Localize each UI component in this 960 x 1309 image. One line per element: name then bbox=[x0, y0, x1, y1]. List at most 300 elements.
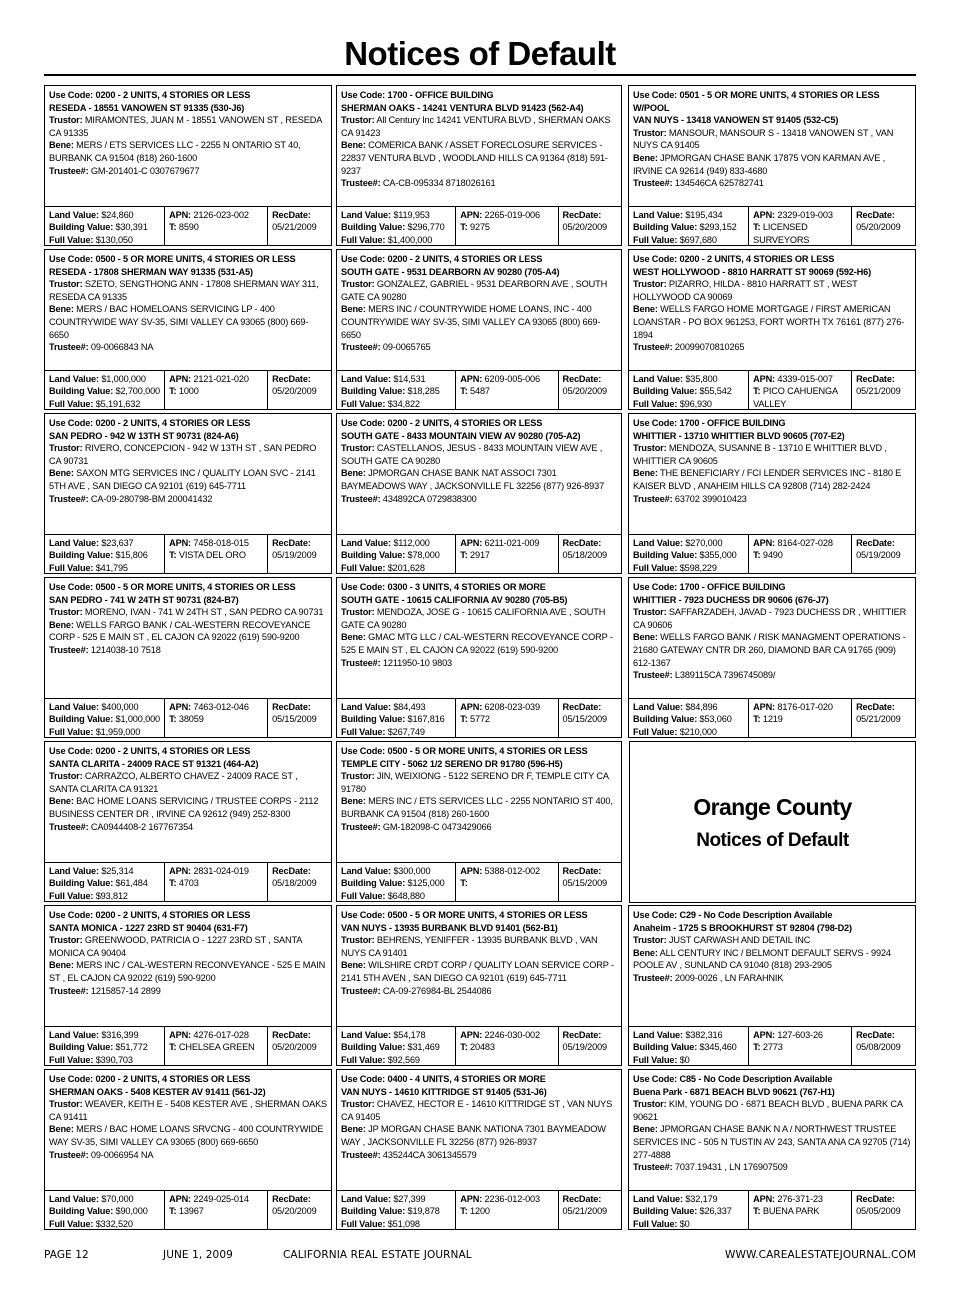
apn-line bbox=[460, 701, 554, 713]
values-column bbox=[337, 371, 456, 409]
land-value: $24,860 bbox=[98, 210, 134, 220]
trustor-label: Trustor: bbox=[49, 443, 83, 454]
trustor-value: JUST CARWASH AND DETAIL INC bbox=[666, 935, 811, 946]
land-value-label: Land Value: bbox=[633, 210, 683, 220]
trustee-label: Trustee#: bbox=[49, 165, 89, 176]
notice-details bbox=[45, 86, 331, 177]
recdate-column bbox=[559, 371, 621, 409]
tract-value: 4703 bbox=[176, 878, 199, 889]
tract-line bbox=[753, 385, 848, 410]
recdate-value: 05/18/2009 bbox=[562, 550, 607, 561]
trustor-line bbox=[341, 278, 618, 303]
building-value: $19,878 bbox=[405, 1206, 440, 1217]
notice-details bbox=[629, 414, 915, 505]
notice-card bbox=[628, 85, 916, 246]
recdate-label: RecDate: bbox=[272, 1030, 311, 1040]
land-value-line bbox=[49, 701, 161, 713]
bene-value: SAXON MTG SERVICES INC / QUALITY LOAN SVC - 2141 5TH AVE , SAN DIEGO CA 92101 (619) 645-7711 bbox=[49, 468, 316, 491]
recdate-label: RecDate: bbox=[562, 702, 602, 712]
recdate-label: RecDate: bbox=[272, 538, 311, 548]
full-value: $267,749 bbox=[385, 726, 425, 737]
notice-values bbox=[337, 370, 621, 409]
trustee-label: Trustee#: bbox=[633, 178, 673, 189]
bene-line bbox=[49, 303, 328, 341]
full-value-line bbox=[49, 234, 161, 246]
use-code: Use Code: 0200 - 2 UNITS, 4 STORIES OR LESS bbox=[633, 254, 835, 264]
apn-value: 8176-017-020 bbox=[774, 702, 833, 712]
tract-line bbox=[169, 1205, 264, 1217]
notice-card bbox=[44, 741, 332, 902]
tract-value: VISTA DEL ORO bbox=[176, 550, 246, 561]
trustee-label: Trustee#: bbox=[633, 342, 673, 353]
bene-line bbox=[341, 1123, 618, 1148]
property-address: TEMPLE CITY - 5062 1/2 SERENO DR 91780 (596-H5) bbox=[341, 758, 563, 769]
apn-label: APN: bbox=[460, 866, 483, 876]
recdate-value: 05/21/2009 bbox=[562, 1206, 607, 1217]
values-column bbox=[45, 371, 165, 409]
notice-values bbox=[337, 206, 621, 245]
recdate-label: RecDate: bbox=[856, 374, 895, 384]
land-value-line bbox=[49, 209, 161, 221]
trustee-value: 09-0066843 NA bbox=[88, 342, 154, 353]
tract-value: 2917 bbox=[467, 550, 490, 561]
apn-line bbox=[753, 1029, 848, 1041]
full-value-line bbox=[341, 1054, 452, 1066]
property-address: SAN PEDRO - 741 W 24TH ST 90731 (824-B7) bbox=[49, 594, 239, 605]
bene-line bbox=[49, 959, 328, 984]
use-code: Use Code: 0500 - 5 OR MORE UNITS, 4 STORIES OR LESS bbox=[341, 746, 588, 756]
bene-line bbox=[49, 467, 328, 492]
land-value-line bbox=[633, 537, 745, 549]
land-value: $382,316 bbox=[682, 1030, 723, 1040]
apn-column bbox=[456, 1027, 558, 1065]
footer-publication: CALIFORNIA REAL ESTATE JOURNAL bbox=[283, 1249, 472, 1261]
land-value: $112,000 bbox=[390, 538, 430, 548]
use-code: Use Code: 1700 - OFFICE BUILDING bbox=[633, 418, 786, 428]
notice-card bbox=[628, 1069, 916, 1230]
recdate-label: RecDate: bbox=[272, 374, 311, 384]
land-value-label: Land Value: bbox=[341, 866, 391, 876]
tract-line bbox=[753, 1205, 848, 1217]
full-value-label: Full Value: bbox=[633, 562, 678, 573]
bene-value: WELLS FARGO BANK / RISK MANAGMENT OPERATIONS - 21680 GATEWAY CNTR DR 260, DIAMOND BAR CA 91765 (909) 612-1367 bbox=[633, 632, 906, 668]
property-address: RESEDA - 17808 SHERMAN WAY 91335 (531-A5) bbox=[49, 266, 253, 277]
values-column bbox=[629, 535, 749, 573]
full-value-line bbox=[341, 398, 452, 410]
bene-line bbox=[341, 303, 618, 341]
recdate-column bbox=[559, 1191, 621, 1229]
land-value-label: Land Value: bbox=[633, 1030, 683, 1040]
apn-column bbox=[749, 207, 852, 245]
building-value-line bbox=[633, 549, 745, 561]
bene-value: BAC HOME LOANS SERVICING / TRUSTEE CORPS - 2112 BUSINESS CENTER DR , IRVINE CA 92612 (949) 252-8300 bbox=[49, 796, 319, 819]
trustor-line bbox=[49, 278, 328, 303]
apn-line bbox=[753, 701, 848, 713]
trustor-label: Trustor: bbox=[341, 1099, 375, 1110]
full-value: $5,191,632 bbox=[93, 398, 141, 409]
apn-label: APN: bbox=[169, 866, 191, 876]
tract-label: T: bbox=[460, 550, 468, 561]
recdate-value: 05/21/2009 bbox=[856, 386, 901, 397]
building-value-line bbox=[633, 1205, 745, 1217]
trustee-line bbox=[633, 1161, 912, 1174]
tract-label: T: bbox=[753, 386, 761, 397]
building-value-line bbox=[49, 1205, 161, 1217]
building-value-label: Building Value: bbox=[49, 714, 114, 725]
recdate-column bbox=[268, 535, 331, 573]
recdate-column bbox=[268, 1191, 331, 1229]
building-value-label: Building Value: bbox=[49, 550, 114, 561]
values-column bbox=[45, 207, 165, 245]
trustor-line bbox=[341, 934, 618, 959]
bene-label: Bene: bbox=[633, 1124, 658, 1135]
tract-line bbox=[460, 713, 554, 725]
land-value: $14,531 bbox=[390, 374, 426, 384]
full-value-label: Full Value: bbox=[633, 1218, 678, 1229]
recdate-value: 05/19/2009 bbox=[856, 550, 901, 561]
tract-value: 5772 bbox=[467, 714, 490, 725]
apn-line bbox=[460, 209, 554, 221]
trustee-label: Trustee#: bbox=[49, 644, 89, 655]
values-column bbox=[629, 207, 749, 245]
bene-label: Bene: bbox=[633, 152, 658, 163]
tract-label: T: bbox=[753, 550, 761, 561]
tract-value: 13967 bbox=[176, 1206, 204, 1217]
trustor-line bbox=[633, 934, 912, 947]
property-address: SHERMAN OAKS - 14241 VENTURA BLVD 91423 (562-A4) bbox=[341, 102, 584, 113]
land-value-label: Land Value: bbox=[49, 702, 99, 712]
building-value-line bbox=[341, 549, 452, 561]
notice-details bbox=[45, 414, 331, 505]
recdate-value: 05/20/2009 bbox=[272, 1206, 317, 1217]
tract-value: CHELSEA GREEN bbox=[176, 1042, 255, 1053]
notice-details bbox=[337, 906, 621, 997]
land-value-label: Land Value: bbox=[49, 1194, 99, 1204]
trustee-value: 1211950-10 9803 bbox=[380, 657, 453, 668]
full-value-label: Full Value: bbox=[49, 234, 94, 245]
values-column bbox=[337, 1027, 456, 1065]
use-code: Use Code: C85 - No Code Description Available bbox=[633, 1074, 833, 1084]
full-value: $210,000 bbox=[677, 726, 717, 737]
full-value-label: Full Value: bbox=[341, 234, 386, 245]
trustor-line bbox=[633, 442, 912, 467]
building-value-line bbox=[49, 1041, 161, 1053]
building-value-label: Building Value: bbox=[341, 878, 406, 889]
land-value: $195,434 bbox=[682, 210, 723, 220]
recdate-label: RecDate: bbox=[272, 210, 311, 220]
values-column bbox=[629, 699, 749, 737]
apn-value: 2126-023-002 bbox=[190, 210, 249, 220]
notice-details bbox=[45, 250, 331, 354]
land-value-line bbox=[341, 1193, 452, 1205]
apn-label: APN: bbox=[460, 1194, 483, 1204]
values-column bbox=[337, 207, 456, 245]
values-column bbox=[45, 1027, 165, 1065]
full-value-line bbox=[633, 562, 745, 574]
apn-label: APN: bbox=[460, 374, 483, 384]
land-value-line bbox=[633, 701, 745, 713]
recdate-column bbox=[559, 1027, 621, 1065]
building-value-label: Building Value: bbox=[341, 222, 406, 233]
tract-label: T: bbox=[460, 878, 468, 889]
building-value: $345,460 bbox=[697, 1042, 737, 1053]
trustee-label: Trustee#: bbox=[341, 985, 381, 996]
trustee-line bbox=[49, 341, 328, 354]
apn-value: 8164-027-028 bbox=[774, 538, 833, 548]
apn-column bbox=[456, 207, 558, 245]
tract-line bbox=[460, 1041, 554, 1053]
apn-line bbox=[169, 209, 264, 221]
bene-value: COMERICA BANK / ASSET FORECLOSURE SERVICES - 22837 VENTURA BLVD , WOODLAND HILLS CA 91364 (818) 591-9237 bbox=[341, 140, 608, 176]
trustor-value: MENDOZA, JOSE G - 10615 CALIFORNIA AVE , SOUTH GATE CA 90280 bbox=[341, 607, 606, 630]
full-value: $92,569 bbox=[385, 1054, 420, 1065]
recdate-value: 05/21/2009 bbox=[856, 714, 901, 725]
recdate-label: RecDate: bbox=[856, 702, 895, 712]
full-value: $41,795 bbox=[93, 562, 128, 573]
trustee-line bbox=[341, 657, 618, 670]
notice-card bbox=[628, 577, 916, 738]
tract-value: 8590 bbox=[176, 222, 199, 233]
use-code: Use Code: 0200 - 2 UNITS, 4 STORIES OR LESS bbox=[49, 1074, 251, 1084]
bene-value: MERS INC / COUNTRYWIDE HOME LOANS, INC - 400 COUNTRYWIDE WAY SV-35, SIMI VALLEY CA 93065 (800) 669-6650 bbox=[341, 304, 601, 340]
recdate-label: RecDate: bbox=[856, 1030, 895, 1040]
values-column bbox=[629, 1027, 749, 1065]
apn-column bbox=[165, 207, 268, 245]
building-value: $26,337 bbox=[697, 1206, 732, 1217]
full-value-label: Full Value: bbox=[49, 1054, 94, 1065]
land-value: $84,493 bbox=[390, 702, 426, 712]
trustee-label: Trustee#: bbox=[341, 493, 381, 504]
notice-card bbox=[44, 249, 332, 410]
recdate-value: 05/15/2009 bbox=[272, 714, 317, 725]
use-code: Use Code: 1700 - OFFICE BUILDING bbox=[633, 582, 786, 592]
trustor-label: Trustor: bbox=[633, 127, 667, 138]
tract-line bbox=[753, 713, 848, 725]
trustor-value: PIZARRO, HILDA - 8810 HARRATT ST , WEST HOLLYWOOD CA 90069 bbox=[633, 279, 858, 302]
building-value: $53,060 bbox=[697, 714, 732, 725]
bene-line bbox=[633, 631, 912, 669]
building-value: $293,152 bbox=[697, 222, 737, 233]
values-column bbox=[629, 1191, 749, 1229]
trustor-label: Trustor: bbox=[49, 115, 83, 126]
bene-line bbox=[633, 947, 912, 972]
property-address: Buena Park - 6871 BEACH BLVD 90621 (767-H1) bbox=[633, 1086, 835, 1097]
trustor-value: MIRAMONTES, JUAN M - 18551 VANOWEN ST , RESEDA CA 91335 bbox=[49, 115, 322, 138]
bene-value: MERS INC / ETS SERVICES LLC - 2255 NONTARIO ST 400, BURBANK CA 91504 (818) 260-1600 bbox=[341, 796, 613, 819]
trustor-line bbox=[49, 114, 328, 139]
property-address: VAN NUYS - 13418 VANOWEN ST 91405 (532-C5) bbox=[633, 115, 839, 126]
recdate-value: 05/21/2009 bbox=[272, 222, 317, 233]
tract-line bbox=[169, 1041, 264, 1053]
land-value-label: Land Value: bbox=[633, 374, 683, 384]
trustor-value: KIM, YOUNG DO - 6871 BEACH BLVD , BUENA PARK CA 90621 bbox=[633, 1099, 903, 1122]
apn-label: APN: bbox=[753, 1194, 775, 1204]
trustee-label: Trustee#: bbox=[49, 1149, 89, 1160]
notice-details bbox=[629, 1070, 915, 1174]
trustee-label: Trustee#: bbox=[633, 493, 673, 504]
tract-line bbox=[460, 221, 554, 233]
trustor-line bbox=[341, 114, 618, 139]
land-value: $25,314 bbox=[98, 866, 134, 876]
land-value-line bbox=[341, 865, 452, 877]
apn-label: APN: bbox=[169, 1194, 191, 1204]
notice-values bbox=[629, 698, 915, 737]
bene-label: Bene: bbox=[633, 632, 658, 643]
trustee-value: L389115CA 7396745089/ bbox=[672, 670, 776, 681]
bene-label: Bene: bbox=[49, 619, 74, 630]
apn-line bbox=[753, 373, 848, 385]
bene-line bbox=[633, 152, 912, 177]
full-value-line bbox=[633, 398, 745, 410]
full-value-line bbox=[341, 234, 452, 246]
property-address: WHITTIER - 7923 DUCHESS DR 90606 (676-J7) bbox=[633, 594, 829, 605]
notice-details bbox=[629, 250, 915, 354]
notice-details bbox=[45, 906, 331, 997]
trustee-label: Trustee#: bbox=[341, 1149, 381, 1160]
notice-values bbox=[45, 206, 331, 245]
building-value: $15,806 bbox=[113, 550, 148, 561]
values-column bbox=[45, 1191, 165, 1229]
land-value-label: Land Value: bbox=[49, 866, 99, 876]
full-value-label: Full Value: bbox=[341, 1218, 386, 1229]
land-value: $270,000 bbox=[682, 538, 723, 548]
trustee-label: Trustee#: bbox=[341, 657, 381, 668]
notice-details bbox=[629, 86, 915, 190]
apn-value: 276-371-23 bbox=[774, 1194, 823, 1204]
trustee-value: 09-0066954 NA bbox=[88, 1149, 154, 1160]
full-value: $0 bbox=[677, 1054, 690, 1065]
tract-label: T: bbox=[460, 714, 468, 725]
trustor-line bbox=[341, 770, 618, 795]
apn-label: APN: bbox=[460, 538, 483, 548]
building-value: $55,542 bbox=[697, 386, 732, 397]
apn-value: 7463-012-046 bbox=[190, 702, 249, 712]
bene-value: GMAC MTG LLC / CAL-WESTERN RECOVEYANCE CORP - 525 E MAIN ST , EL CAJON CA 92022 (619) 590-9200 bbox=[341, 632, 613, 655]
use-code: Use Code: 0400 - 4 UNITS, 4 STORIES OR MORE bbox=[341, 1074, 546, 1084]
trustor-label: Trustor: bbox=[49, 1099, 83, 1110]
apn-line bbox=[169, 373, 264, 385]
trustor-label: Trustor: bbox=[341, 279, 375, 290]
apn-label: APN: bbox=[169, 374, 191, 384]
tract-label: T: bbox=[753, 1206, 761, 1217]
land-value-line bbox=[341, 373, 452, 385]
trustor-value: CASTELLANOS, JESUS - 8433 MOUNTAIN VIEW AVE , SOUTH GATE CA 90280 bbox=[341, 443, 603, 466]
property-address: SOUTH GATE - 8433 MOUNTAIN VIEW AV 90280 (705-A2) bbox=[341, 430, 581, 441]
tract-line bbox=[753, 549, 848, 561]
apn-line bbox=[753, 1193, 848, 1205]
apn-label: APN: bbox=[753, 1030, 775, 1040]
full-value: $1,400,000 bbox=[385, 234, 433, 245]
recdate-column bbox=[268, 1027, 331, 1065]
building-value-line bbox=[49, 713, 161, 725]
tract-value: BUENA PARK bbox=[760, 1206, 820, 1217]
apn-column bbox=[749, 371, 852, 409]
trustor-line bbox=[49, 442, 328, 467]
notice-details bbox=[629, 578, 915, 682]
full-value-label: Full Value: bbox=[633, 1054, 678, 1065]
land-value: $1,000,000 bbox=[98, 374, 146, 384]
land-value-label: Land Value: bbox=[341, 538, 391, 548]
tract-label: T: bbox=[753, 1042, 761, 1053]
building-value: $125,000 bbox=[405, 878, 445, 889]
bene-label: Bene: bbox=[341, 468, 366, 479]
trustee-value: CA-09-280798-BM 200041432 bbox=[88, 493, 213, 504]
notice-card bbox=[628, 905, 916, 1066]
notice-details bbox=[45, 578, 331, 657]
full-value-line bbox=[341, 890, 452, 902]
trustor-value: CHAVEZ, HECTOR E - 14610 KITTRIDGE ST , VAN NUYS CA 91405 bbox=[341, 1099, 613, 1122]
full-value: $1,959,000 bbox=[93, 726, 141, 737]
full-value: $598,229 bbox=[677, 562, 717, 573]
trustee-line bbox=[341, 985, 618, 998]
land-value: $27,399 bbox=[390, 1194, 426, 1204]
trustor-value: SAFFARZADEH, JAVAD - 7923 DUCHESS DR , WHITTIER CA 90606 bbox=[633, 607, 907, 630]
recdate-label: RecDate: bbox=[562, 866, 602, 876]
land-value: $400,000 bbox=[98, 702, 139, 712]
bene-line bbox=[49, 139, 328, 164]
land-value-label: Land Value: bbox=[341, 702, 391, 712]
bene-label: Bene: bbox=[49, 468, 74, 479]
land-value-line bbox=[49, 373, 161, 385]
notice-values bbox=[45, 1026, 331, 1065]
trustor-line bbox=[633, 1098, 912, 1123]
full-value: $93,812 bbox=[93, 890, 128, 901]
property-address: SAN PEDRO - 942 W 13TH ST 90731 (824-A6) bbox=[49, 430, 239, 441]
recdate-column bbox=[852, 371, 915, 409]
trustor-label: Trustor: bbox=[49, 935, 83, 946]
tract-line bbox=[169, 877, 264, 889]
values-column bbox=[45, 699, 165, 737]
notice-card bbox=[336, 1069, 622, 1230]
apn-value: 2249-025-014 bbox=[190, 1194, 249, 1204]
building-value-line bbox=[49, 549, 161, 561]
apn-value: 6208-023-039 bbox=[482, 702, 540, 712]
full-value-line bbox=[49, 1218, 161, 1230]
title-rule bbox=[44, 74, 916, 76]
property-address: VAN NUYS - 13935 BURBANK BLVD 91401 (562-B1) bbox=[341, 922, 558, 933]
tract-label: T: bbox=[753, 222, 761, 233]
full-value: $332,520 bbox=[93, 1218, 133, 1229]
use-code: Use Code: 0200 - 2 UNITS, 4 STORIES OR LESS bbox=[49, 910, 251, 920]
full-value: $697,680 bbox=[677, 234, 717, 245]
trustee-line bbox=[49, 165, 328, 178]
land-value-label: Land Value: bbox=[49, 538, 99, 548]
trustee-line bbox=[341, 177, 618, 190]
bene-label: Bene: bbox=[633, 468, 658, 479]
bene-value: MERS INC / CAL-WESTERN RECONVEYANCE - 525 E MAIN ST , EL CAJON CA 92022 (619) 590-9200 bbox=[49, 960, 326, 983]
bene-line bbox=[341, 139, 618, 177]
recdate-label: RecDate: bbox=[272, 702, 311, 712]
tract-line bbox=[753, 1041, 848, 1053]
recdate-label: RecDate: bbox=[562, 1194, 602, 1204]
full-value-label: Full Value: bbox=[49, 1218, 94, 1229]
trustee-value: 2009-0026 , LN FARAHNIK bbox=[672, 972, 784, 983]
use-code: Use Code: 0300 - 3 UNITS, 4 STORIES OR MORE bbox=[341, 582, 546, 592]
trustee-line bbox=[341, 1149, 618, 1162]
tract-label: T: bbox=[169, 878, 177, 889]
apn-line bbox=[460, 1193, 554, 1205]
land-value-line bbox=[341, 701, 452, 713]
trustee-line bbox=[633, 669, 912, 682]
apn-label: APN: bbox=[753, 210, 775, 220]
apn-line bbox=[169, 865, 264, 877]
property-address: SOUTH GATE - 10615 CALIFORNIA AV 90280 (705-B5) bbox=[341, 594, 568, 605]
building-value-label: Building Value: bbox=[341, 1042, 406, 1053]
apn-column bbox=[456, 1191, 558, 1229]
property-address: RESEDA - 18551 VANOWEN ST 91335 (530-J6) bbox=[49, 102, 245, 113]
trustee-line bbox=[633, 177, 912, 190]
apn-column bbox=[165, 371, 268, 409]
